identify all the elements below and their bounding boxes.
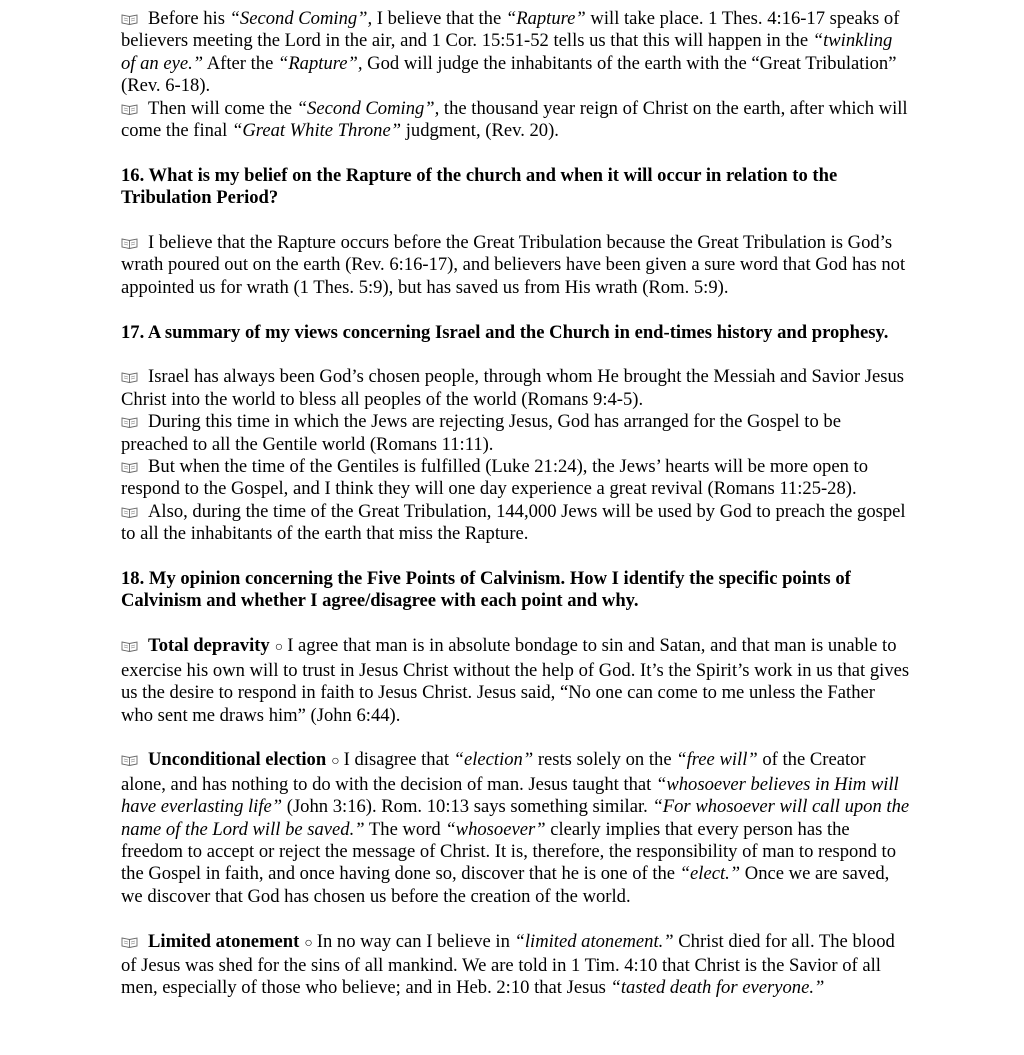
question-17-item: [121, 411, 911, 456]
open-book-icon: [121, 936, 138, 948]
question-18-heading: 18. My opinion concerning the Five Points of Calvinism. How I identify the specific points of Calvinism and whether I agree/disagree with each point and why.: [121, 568, 851, 612]
circle-bullet-icon: ○: [331, 754, 340, 770]
question-17-item: [121, 501, 911, 546]
italic-run: “tasted death for everyone.”: [610, 977, 825, 999]
calvinism-point: [121, 931, 911, 1000]
question-17-item: [121, 366, 911, 411]
text-run: of the Creator alone, and has nothing to do with the decision of man. Jesus taught that: [121, 749, 866, 795]
paragraph-text: Israel has always been God’s chosen people, through whom He brought the Messiah and Savior Jesus Christ into the world to bless all peoples of the world (Romans 9:4-5).: [121, 366, 904, 410]
open-book-icon: [121, 103, 138, 115]
circle-bullet-icon: ○: [274, 640, 284, 656]
paragraph-text: But when the time of the Gentiles is fulfilled (Luke 21:24), the Jews’ hearts will be more open to respond to the Gospel, and I think they will one day experience a great revival (Romans 11:25-28).: [121, 456, 868, 500]
text-run: the thousand year reign of Christ on the earth, after which will come the final: [121, 97, 908, 142]
italic-run: “Second Coming”,: [296, 97, 440, 119]
italic-run: “limited atonement.”: [514, 930, 674, 952]
italic-run: “Rapture”,: [277, 52, 363, 74]
text-run: will take place. 1 Thes. 4:16-17 speaks of believers meeting the Lord in the air, and 1 Cor. 15:51-52 tells us that this will happen in the: [121, 8, 900, 52]
intro-paragraph-1: [121, 8, 911, 98]
open-book-icon: [121, 506, 138, 518]
italic-run: “Great White Throne”: [232, 120, 402, 142]
intro-paragraph-2: [121, 98, 911, 143]
open-book-icon: [121, 461, 138, 473]
paragraph-text: I believe that the Rapture occurs before the Great Tribulation because the Great Tribulation is God’s wrath poured out on the earth (Rev. 6:16-17), and believers have been given a sure word that God has not appointed us for wrath (1 Thes. 5:9), but has saved us from His wrath (Rom. 5:9).: [121, 232, 906, 298]
text-run: The word: [364, 818, 446, 840]
italic-run: “Second Coming”,: [229, 8, 373, 29]
text-run: God will judge the inhabitants of the earth with the “Great Tribulation” (Rev. 6-18).: [121, 52, 897, 97]
italic-run: “election”: [453, 749, 534, 771]
point-title: Total depravity: [148, 635, 270, 657]
rich-text: [121, 98, 908, 141]
text-run: Christ died for all. The blood of Jesus was shed for the sins of all mankind. We are told in 1 Tim. 4:10 that Christ is the Savior of all men, especially of those who believe; and in Heb. 2:10 that Jesus: [121, 930, 895, 999]
question-16-paragraph: [121, 232, 911, 299]
text-run: I believe that the: [372, 8, 506, 29]
point-title: Limited atonement: [148, 930, 300, 952]
open-book-icon: [121, 13, 138, 25]
text-run: I disagree that: [343, 749, 454, 771]
text-run: clearly implies that every person has the freedom to accept or reject the message of Christ. It is, therefore, the responsibility of man to respond to the Gospel in faith, and once having done so, discover that he is one of the: [121, 818, 897, 885]
italic-run: “For whosoever will call upon the name of the Lord will be saved.”: [121, 796, 910, 840]
open-book-icon: [121, 371, 138, 383]
question-16-heading: 16. What is my belief on the Rapture of the church and when it will occur in relation to the Tribulation Period?: [121, 164, 838, 209]
italic-run: “free will”: [676, 749, 758, 771]
question-17-item: [121, 456, 911, 501]
question-17-heading: 17. A summary of my views concerning Israel and the Church in end-times history and prophesy.: [121, 321, 889, 343]
text-run: After the: [203, 52, 278, 74]
calvinism-point: [121, 635, 911, 727]
circle-bullet-icon: ○: [304, 935, 313, 951]
italic-run: “Rapture”: [505, 8, 586, 29]
italic-run: “whosoever”: [445, 818, 546, 840]
text-run: Then will come the: [148, 97, 297, 119]
text-run: judgment, (Rev. 20).: [401, 120, 559, 142]
rich-text: [121, 749, 909, 906]
text-run: Once we are saved, we discover that God has chosen us before the creation of the world.: [121, 863, 890, 907]
text-run: I agree that man is in absolute bondage to sin and Satan, and that man is unable to exercise his own will to trust in Jesus Christ without the help of God. It’s the Spirit’s work in us that gives us the desire to respond in faith to Jesus Christ. Jesus said, “No one can come to me unless the Father who sent me draws him” (John 6:44).: [121, 635, 910, 726]
text-run: Before his: [148, 8, 230, 29]
paragraph-text: Also, during the time of the Great Tribulation, 144,000 Jews will be used by God to preach the gospel to all the inhabitants of the earth that miss the Rapture.: [121, 500, 906, 545]
rich-text: [121, 8, 899, 96]
text-run: rests solely on the: [533, 749, 677, 771]
paragraph-text: During this time in which the Jews are rejecting Jesus, God has arranged for the Gospel to be preached to all the Gentile world (Romans 11:11).: [121, 411, 841, 455]
text-run: In no way can I believe in: [316, 930, 515, 952]
open-book-icon: [121, 754, 138, 766]
point-title: Unconditional election: [148, 749, 327, 771]
open-book-icon: [121, 416, 138, 428]
text-run: (John 3:16). Rom. 10:13 says something similar.: [282, 796, 653, 818]
italic-run: “whosoever believes in Him will have everlasting life”: [121, 773, 899, 818]
open-book-icon: [121, 640, 138, 652]
open-book-icon: [121, 237, 138, 249]
calvinism-point: [121, 749, 911, 908]
italic-run: “elect.”: [679, 863, 741, 885]
italic-run: “twinkling of an eye.”: [121, 30, 893, 74]
